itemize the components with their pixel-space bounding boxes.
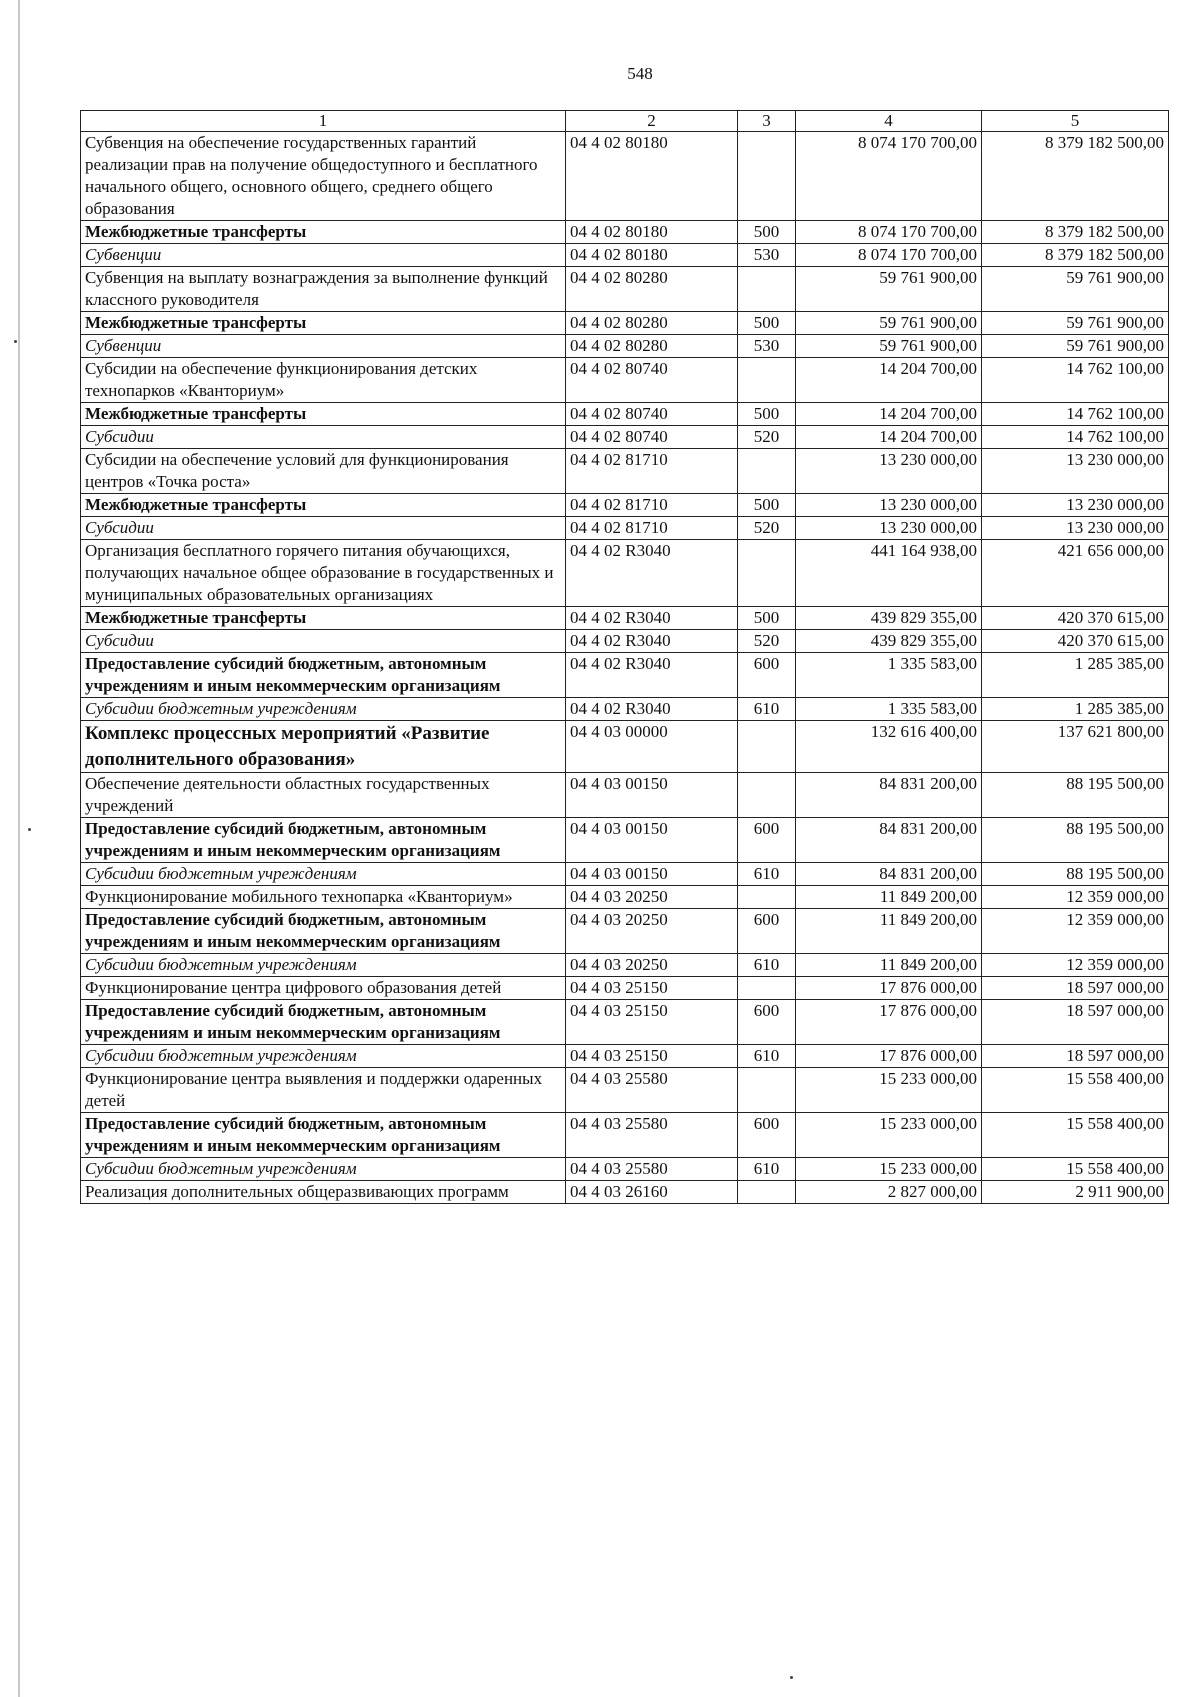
row-name-cell: Межбюджетные трансферты (81, 494, 566, 517)
row-name-cell: Субвенция на обеспечение государственных гарантий реализации прав на получение общедоступного и бесплатного начального общего, основного общего, среднего общего образования (81, 132, 566, 221)
row-type-cell (738, 132, 796, 221)
row-code-cell: 04 4 03 25150 (566, 977, 738, 1000)
row-name-cell: Функционирование центра выявления и поддержки одаренных детей (81, 1068, 566, 1113)
row-type-cell: 500 (738, 312, 796, 335)
row-name-cell: Предоставление субсидий бюджетным, автономным учреждениям и иным некоммерческим организациям (81, 653, 566, 698)
row-type-cell: 530 (738, 335, 796, 358)
row-code-cell: 04 4 02 80740 (566, 426, 738, 449)
row-name-cell: Субсидии (81, 517, 566, 540)
row-value-col4-cell: 84 831 200,00 (796, 863, 982, 886)
row-code-cell: 04 4 02 80180 (566, 221, 738, 244)
row-name-cell: Субсидии (81, 426, 566, 449)
row-name-cell: Субсидии на обеспечение функционирования детских технопарков «Кванториум» (81, 358, 566, 403)
row-name-cell: Предоставление субсидий бюджетным, автономным учреждениям и иным некоммерческим организациям (81, 1000, 566, 1045)
row-value-col5-cell: 13 230 000,00 (982, 449, 1169, 494)
row-value-col5-cell: 88 195 500,00 (982, 773, 1169, 818)
row-type-cell: 530 (738, 244, 796, 267)
row-name-cell: Межбюджетные трансферты (81, 403, 566, 426)
page-number: 548 (627, 64, 653, 83)
row-value-col4-cell: 441 164 938,00 (796, 540, 982, 607)
table-row (81, 132, 1169, 221)
row-value-col4-cell: 15 233 000,00 (796, 1068, 982, 1113)
row-name-cell: Субсидии на обеспечение условий для функционирования центров «Точка роста» (81, 449, 566, 494)
row-type-cell: 520 (738, 426, 796, 449)
row-value-col4-cell: 439 829 355,00 (796, 630, 982, 653)
header-col-2: 2 (566, 111, 738, 132)
row-value-col4-cell: 11 849 200,00 (796, 909, 982, 954)
table-row (81, 653, 1169, 698)
row-type-cell (738, 449, 796, 494)
table-row (81, 818, 1169, 863)
row-type-cell: 520 (738, 630, 796, 653)
scan-speck (28, 828, 31, 831)
table-row (81, 698, 1169, 721)
table-row (81, 540, 1169, 607)
table-row (81, 721, 1169, 773)
table-row (81, 221, 1169, 244)
table-row (81, 312, 1169, 335)
row-value-col4-cell: 59 761 900,00 (796, 267, 982, 312)
row-name-cell: Субсидии бюджетным учреждениям (81, 954, 566, 977)
row-code-cell: 04 4 03 20250 (566, 954, 738, 977)
row-value-col5-cell: 421 656 000,00 (982, 540, 1169, 607)
table-row (81, 863, 1169, 886)
row-code-cell: 04 4 03 00150 (566, 818, 738, 863)
row-code-cell: 04 4 03 20250 (566, 886, 738, 909)
table-row (81, 1113, 1169, 1158)
row-type-cell: 600 (738, 1113, 796, 1158)
row-name-cell: Предоставление субсидий бюджетным, автономным учреждениям и иным некоммерческим организациям (81, 1113, 566, 1158)
row-code-cell: 04 4 02 80180 (566, 132, 738, 221)
row-value-col5-cell: 12 359 000,00 (982, 954, 1169, 977)
row-value-col5-cell: 18 597 000,00 (982, 1000, 1169, 1045)
row-name-cell: Субсидии (81, 630, 566, 653)
row-value-col5-cell: 137 621 800,00 (982, 721, 1169, 773)
table-row (81, 977, 1169, 1000)
row-value-col4-cell: 2 827 000,00 (796, 1181, 982, 1204)
row-value-col5-cell: 420 370 615,00 (982, 630, 1169, 653)
row-value-col5-cell: 14 762 100,00 (982, 426, 1169, 449)
row-name-cell: Субвенции (81, 335, 566, 358)
row-value-col4-cell: 8 074 170 700,00 (796, 132, 982, 221)
row-value-col5-cell: 59 761 900,00 (982, 312, 1169, 335)
row-value-col4-cell: 17 876 000,00 (796, 977, 982, 1000)
header-col-4: 4 (796, 111, 982, 132)
row-code-cell: 04 4 02 R3040 (566, 653, 738, 698)
table-row (81, 1068, 1169, 1113)
row-value-col5-cell: 12 359 000,00 (982, 886, 1169, 909)
row-type-cell (738, 358, 796, 403)
row-value-col4-cell: 13 230 000,00 (796, 494, 982, 517)
row-code-cell: 04 4 03 25580 (566, 1113, 738, 1158)
table-row (81, 1045, 1169, 1068)
row-value-col5-cell: 88 195 500,00 (982, 818, 1169, 863)
row-name-cell: Организация бесплатного горячего питания обучающихся, получающих начальное общее образование в государственных и муниципальных образовательных организациях (81, 540, 566, 607)
row-code-cell: 04 4 03 20250 (566, 909, 738, 954)
row-type-cell (738, 540, 796, 607)
row-type-cell: 520 (738, 517, 796, 540)
table-row (81, 909, 1169, 954)
row-type-cell (738, 977, 796, 1000)
row-value-col5-cell: 1 285 385,00 (982, 653, 1169, 698)
row-code-cell: 04 4 02 80280 (566, 335, 738, 358)
row-type-cell: 500 (738, 494, 796, 517)
row-value-col4-cell: 14 204 700,00 (796, 426, 982, 449)
row-value-col5-cell: 15 558 400,00 (982, 1068, 1169, 1113)
row-code-cell: 04 4 03 25580 (566, 1068, 738, 1113)
row-value-col5-cell: 1 285 385,00 (982, 698, 1169, 721)
header-col-5: 5 (982, 111, 1169, 132)
row-name-cell: Межбюджетные трансферты (81, 607, 566, 630)
row-value-col5-cell: 18 597 000,00 (982, 1045, 1169, 1068)
row-value-col4-cell: 1 335 583,00 (796, 698, 982, 721)
row-value-col5-cell: 18 597 000,00 (982, 977, 1169, 1000)
row-type-cell: 600 (738, 653, 796, 698)
row-code-cell: 04 4 03 25150 (566, 1045, 738, 1068)
row-code-cell: 04 4 02 80280 (566, 267, 738, 312)
row-value-col4-cell: 8 074 170 700,00 (796, 221, 982, 244)
table-row (81, 954, 1169, 977)
row-value-col4-cell: 17 876 000,00 (796, 1000, 982, 1045)
row-type-cell: 610 (738, 1158, 796, 1181)
table-row (81, 426, 1169, 449)
row-value-col4-cell: 59 761 900,00 (796, 312, 982, 335)
row-type-cell (738, 773, 796, 818)
row-code-cell: 04 4 02 81710 (566, 517, 738, 540)
row-value-col4-cell: 84 831 200,00 (796, 773, 982, 818)
row-code-cell: 04 4 03 25150 (566, 1000, 738, 1045)
row-value-col5-cell: 2 911 900,00 (982, 1181, 1169, 1204)
table-row (81, 517, 1169, 540)
row-value-col5-cell: 8 379 182 500,00 (982, 221, 1169, 244)
row-value-col5-cell: 12 359 000,00 (982, 909, 1169, 954)
row-value-col5-cell: 15 558 400,00 (982, 1113, 1169, 1158)
row-name-cell: Предоставление субсидий бюджетным, автономным учреждениям и иным некоммерческим организациям (81, 909, 566, 954)
row-name-cell: Межбюджетные трансферты (81, 312, 566, 335)
row-value-col5-cell: 14 762 100,00 (982, 403, 1169, 426)
table-row (81, 494, 1169, 517)
row-type-cell (738, 1181, 796, 1204)
row-value-col4-cell: 84 831 200,00 (796, 818, 982, 863)
row-value-col4-cell: 59 761 900,00 (796, 335, 982, 358)
row-name-cell: Комплекс процессных мероприятий «Развитие дополнительного образования» (81, 721, 566, 773)
scan-edge-line (18, 0, 20, 1697)
row-value-col4-cell: 13 230 000,00 (796, 517, 982, 540)
row-name-cell: Функционирование мобильного технопарка «Кванториум» (81, 886, 566, 909)
row-code-cell: 04 4 02 R3040 (566, 698, 738, 721)
row-code-cell: 04 4 02 80740 (566, 403, 738, 426)
row-type-cell: 500 (738, 221, 796, 244)
row-name-cell: Реализация дополнительных общеразвивающих программ (81, 1181, 566, 1204)
header-col-3: 3 (738, 111, 796, 132)
row-name-cell: Субсидии бюджетным учреждениям (81, 1158, 566, 1181)
row-code-cell: 04 4 03 00150 (566, 863, 738, 886)
header-row (81, 111, 1169, 132)
row-type-cell (738, 886, 796, 909)
row-code-cell: 04 4 02 80180 (566, 244, 738, 267)
row-name-cell: Субсидии бюджетным учреждениям (81, 1045, 566, 1068)
table-row (81, 1000, 1169, 1045)
row-code-cell: 04 4 03 00150 (566, 773, 738, 818)
row-value-col4-cell: 13 230 000,00 (796, 449, 982, 494)
row-code-cell: 04 4 02 81710 (566, 494, 738, 517)
row-value-col5-cell: 13 230 000,00 (982, 517, 1169, 540)
row-type-cell: 610 (738, 698, 796, 721)
row-name-cell: Субсидии бюджетным учреждениям (81, 698, 566, 721)
table-row (81, 449, 1169, 494)
row-value-col4-cell: 11 849 200,00 (796, 954, 982, 977)
row-value-col4-cell: 8 074 170 700,00 (796, 244, 982, 267)
row-value-col5-cell: 59 761 900,00 (982, 335, 1169, 358)
row-code-cell: 04 4 02 R3040 (566, 607, 738, 630)
table-row (81, 358, 1169, 403)
row-name-cell: Субвенции (81, 244, 566, 267)
row-value-col4-cell: 439 829 355,00 (796, 607, 982, 630)
row-type-cell: 610 (738, 863, 796, 886)
table-row (81, 630, 1169, 653)
row-type-cell: 600 (738, 909, 796, 954)
row-value-col5-cell: 59 761 900,00 (982, 267, 1169, 312)
row-type-cell: 610 (738, 954, 796, 977)
row-value-col4-cell: 14 204 700,00 (796, 358, 982, 403)
row-value-col5-cell: 8 379 182 500,00 (982, 244, 1169, 267)
row-value-col5-cell: 88 195 500,00 (982, 863, 1169, 886)
row-code-cell: 04 4 02 80740 (566, 358, 738, 403)
row-name-cell: Функционирование центра цифрового образования детей (81, 977, 566, 1000)
row-code-cell: 04 4 03 26160 (566, 1181, 738, 1204)
row-name-cell: Межбюджетные трансферты (81, 221, 566, 244)
row-code-cell: 04 4 03 25580 (566, 1158, 738, 1181)
row-type-cell (738, 267, 796, 312)
row-value-col5-cell: 13 230 000,00 (982, 494, 1169, 517)
row-code-cell: 04 4 02 R3040 (566, 540, 738, 607)
table-row (81, 335, 1169, 358)
row-value-col4-cell: 17 876 000,00 (796, 1045, 982, 1068)
row-value-col5-cell: 420 370 615,00 (982, 607, 1169, 630)
row-value-col4-cell: 11 849 200,00 (796, 886, 982, 909)
row-value-col4-cell: 15 233 000,00 (796, 1113, 982, 1158)
header-col-1: 1 (81, 111, 566, 132)
row-type-cell: 600 (738, 818, 796, 863)
row-type-cell: 500 (738, 607, 796, 630)
row-name-cell: Субсидии бюджетным учреждениям (81, 863, 566, 886)
row-type-cell: 610 (738, 1045, 796, 1068)
row-type-cell (738, 721, 796, 773)
budget-table (80, 110, 1169, 1204)
row-code-cell: 04 4 02 80280 (566, 312, 738, 335)
row-name-cell: Предоставление субсидий бюджетным, автономным учреждениям и иным некоммерческим организациям (81, 818, 566, 863)
row-name-cell: Обеспечение деятельности областных государственных учреждений (81, 773, 566, 818)
scan-speck (14, 340, 17, 343)
table-row (81, 403, 1169, 426)
row-type-cell: 600 (738, 1000, 796, 1045)
row-code-cell: 04 4 02 R3040 (566, 630, 738, 653)
row-type-cell (738, 1068, 796, 1113)
row-type-cell: 500 (738, 403, 796, 426)
table-row (81, 1181, 1169, 1204)
row-value-col4-cell: 1 335 583,00 (796, 653, 982, 698)
row-name-cell: Субвенция на выплату вознаграждения за выполнение функций классного руководителя (81, 267, 566, 312)
row-value-col4-cell: 15 233 000,00 (796, 1158, 982, 1181)
scan-speck (790, 1676, 793, 1679)
table-row (81, 1158, 1169, 1181)
row-value-col5-cell: 15 558 400,00 (982, 1158, 1169, 1181)
table-row (81, 886, 1169, 909)
table-row (81, 607, 1169, 630)
row-value-col4-cell: 132 616 400,00 (796, 721, 982, 773)
row-value-col5-cell: 14 762 100,00 (982, 358, 1169, 403)
row-code-cell: 04 4 03 00000 (566, 721, 738, 773)
row-value-col4-cell: 14 204 700,00 (796, 403, 982, 426)
table-row (81, 773, 1169, 818)
table-row (81, 244, 1169, 267)
table-body (81, 132, 1169, 1204)
table-row (81, 267, 1169, 312)
row-code-cell: 04 4 02 81710 (566, 449, 738, 494)
row-value-col5-cell: 8 379 182 500,00 (982, 132, 1169, 221)
